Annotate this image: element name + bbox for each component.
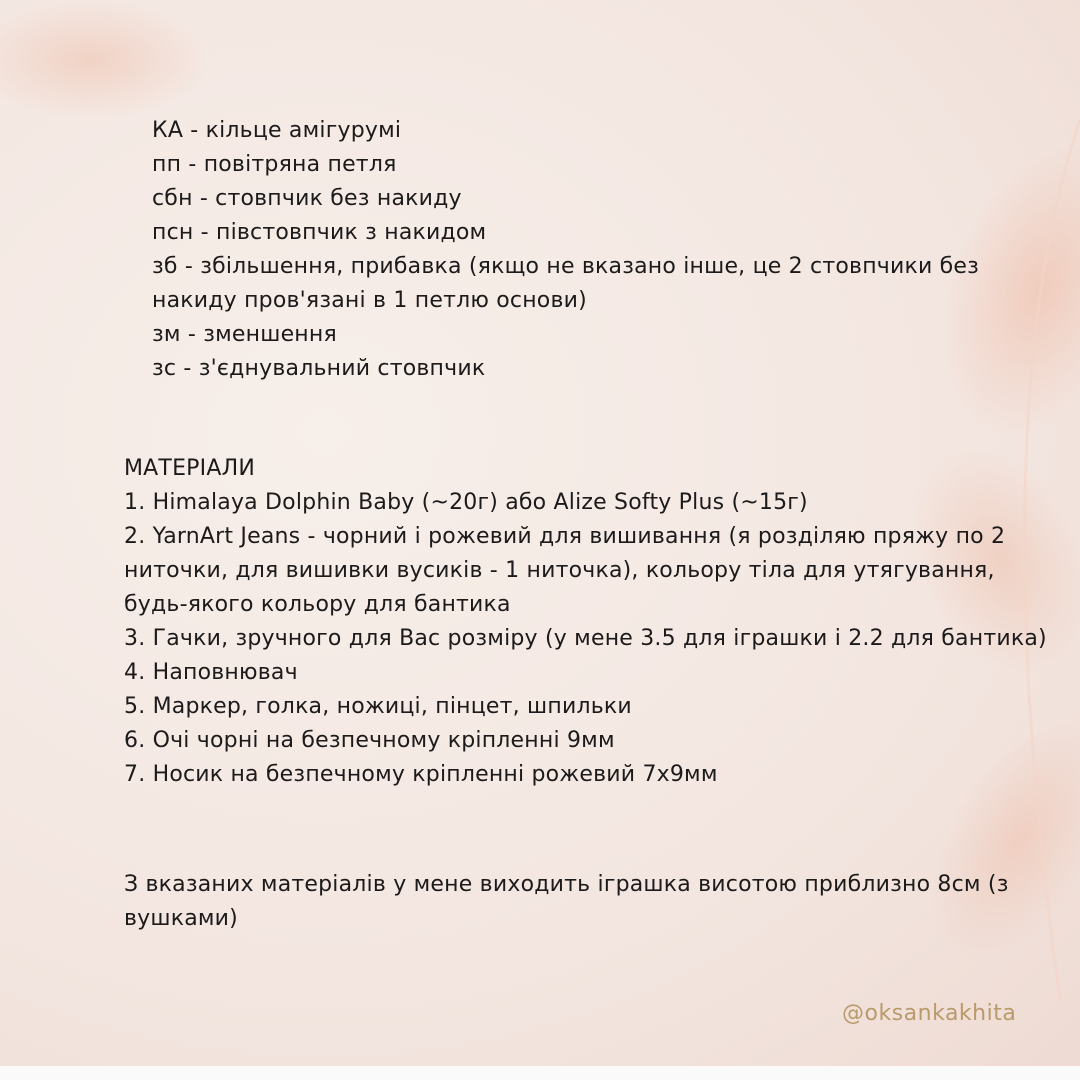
- materials-heading: МАТЕРІАЛИ: [124, 456, 255, 481]
- abbr-item: зм - зменшення: [152, 322, 337, 347]
- abbr-item: зс - з'єднувальний стовпчик: [152, 356, 486, 381]
- abbreviations-list: [152, 114, 1032, 386]
- abbr-item: пп - повітряна петля: [152, 152, 397, 177]
- material-item: 3. Гачки, зручного для Вас розміру (у мене 3.5 для іграшки і 2.2 для бантика): [124, 626, 1047, 651]
- abbr-item: сбн - стовпчик без накиду: [152, 186, 462, 211]
- material-item: 1. Himalaya Dolphin Baby (~20г) або Alize Softy Plus (~15г): [124, 490, 808, 515]
- bottom-strip: [0, 1066, 1080, 1080]
- material-item: 2. YarnArt Jeans - чорний і рожевий для вишивання (я розділяю пряжу по 2 ниточки, для вишивки вусиків - 1 ниточка), кольору тіла для утягування, будь-якого кольору для бантика: [124, 524, 1006, 617]
- abbr-item: зб - збільшення, прибавка (якщо не вказано інше, це 2 стовпчики без накиду пров'язані в 1 петлю основи): [152, 254, 987, 313]
- material-item: 4. Наповнювач: [124, 660, 298, 685]
- materials-section: [124, 452, 1059, 792]
- material-item: 6. Очі чорні на безпечному кріпленні 9мм: [124, 728, 615, 753]
- abbr-item: псн - півстовпчик з накидом: [152, 220, 487, 245]
- abbr-item: КА - кільце амігурумі: [152, 118, 402, 143]
- conclusion-text: З вказаних матеріалів у мене виходить іграшка висотою приблизно 8см (з вушками): [124, 872, 1009, 931]
- material-item: 7. Носик на безпечному кріпленні рожевий 7х9мм: [124, 762, 718, 787]
- author-watermark: @oksankakhita: [842, 1001, 1017, 1026]
- leaf-blur-4: [0, 0, 210, 120]
- material-item: 5. Маркер, голка, ножиці, пінцет, шпильки: [124, 694, 632, 719]
